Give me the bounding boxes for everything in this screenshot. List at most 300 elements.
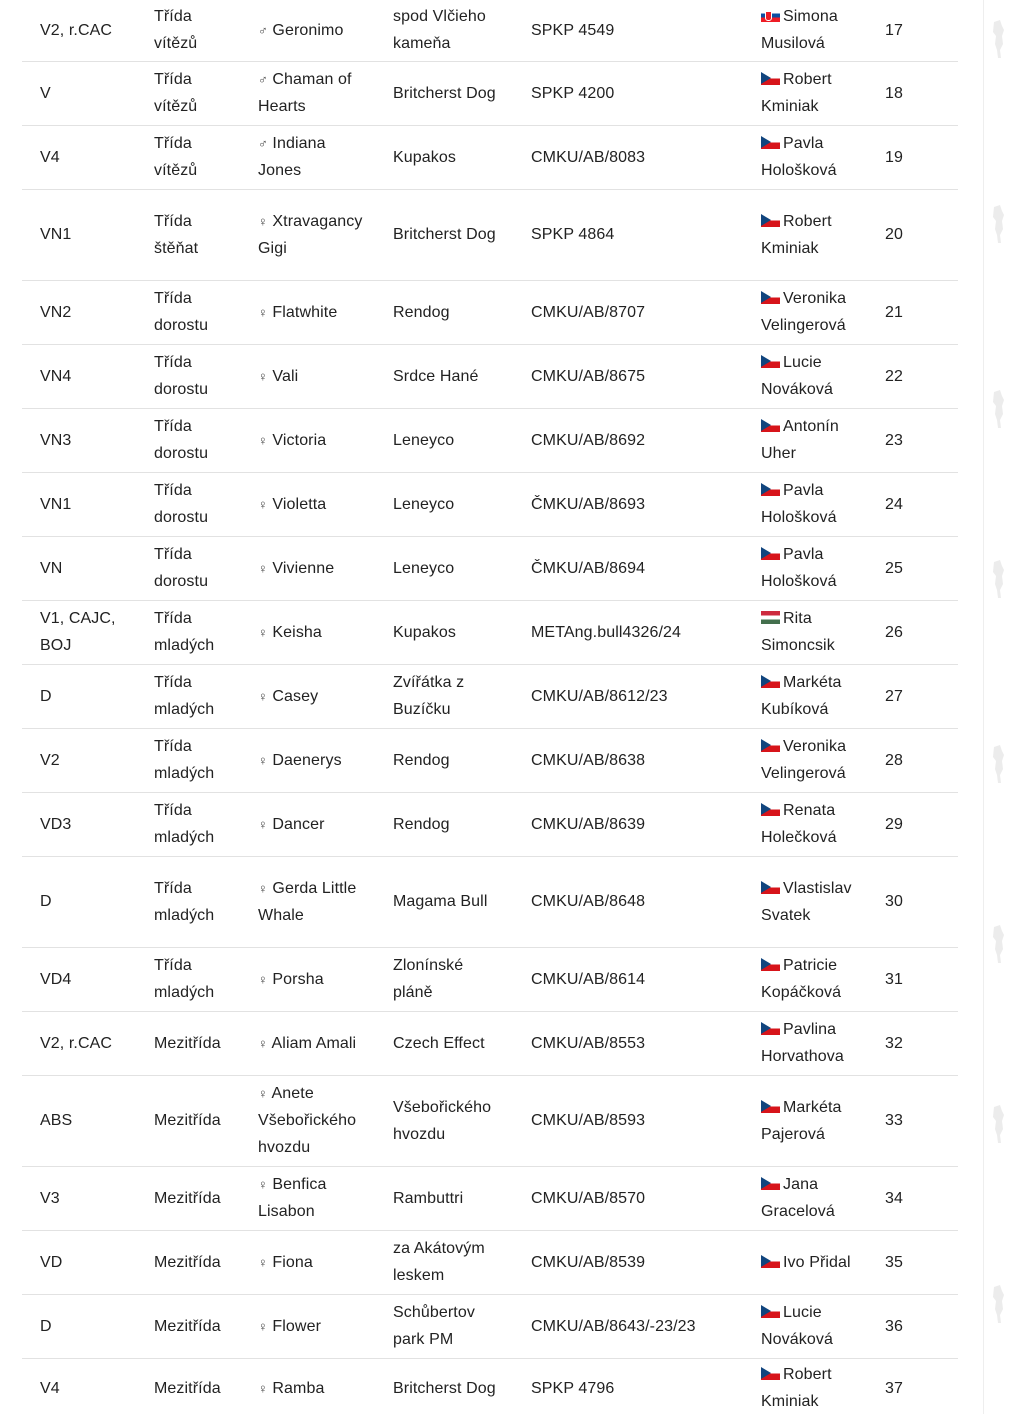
owner-cell [743,947,867,1011]
result-cell [22,189,136,280]
kennel-cell [375,472,513,536]
registration-cell [513,947,743,1011]
owner-name: Patricie Kopáčková [761,957,842,1001]
result-cell [22,1075,136,1166]
dog-name-cell [240,1011,375,1075]
owner-name: Veronika Velingerová [761,738,847,782]
sex-symbol: ♀ [258,1380,268,1396]
dog-name-cell [240,61,375,125]
dog-name-cell [240,344,375,408]
owner-name: Simona Musilová [761,8,838,53]
sex-symbol: ♀ [258,560,268,576]
dog-name-cell [240,189,375,280]
registration-cell [513,536,743,600]
registration-cell-text: CMKU/AB/8553 [531,1034,646,1052]
class-cell [136,0,240,61]
dog-name: Benfica Lisabon [258,1176,327,1220]
table-row [22,344,958,408]
flag-cz-icon [761,547,780,560]
registration-cell [513,61,743,125]
catalog-number-cell [867,536,958,600]
result-cell [22,280,136,344]
owner-cell [743,280,867,344]
dog-silhouette-icon [990,205,1006,245]
table-row [22,61,958,125]
flag-cz-icon [761,958,780,971]
class-cell [136,728,240,792]
registration-cell [513,280,743,344]
dog-name: Aliam Amali [271,1034,357,1052]
registration-cell [513,728,743,792]
class-cell-text: Mezitřída [154,1189,221,1207]
class-cell-text: Mezitřída [154,1379,221,1397]
dog-name: Gerda Little Whale [258,879,357,924]
catalog-number-cell-text: 27 [885,687,903,705]
dog-name-cell [240,1230,375,1294]
owner-name: Lucie Nováková [761,1304,833,1348]
kennel-cell [375,1294,513,1358]
sex-symbol: ♀ [258,1086,268,1101]
catalog-number-cell-text: 22 [885,367,903,385]
class-cell-text: Třída dorostu [154,418,209,462]
flag-cz-icon [761,1367,780,1380]
dog-name-cell [240,536,375,600]
result-cell-text: V [40,84,51,102]
catalog-number-cell [867,1166,958,1230]
kennel-cell [375,856,513,947]
class-cell [136,536,240,600]
sex-symbol: ♀ [258,304,268,320]
table-row [22,0,958,61]
result-cell-text: V2 [40,751,60,769]
table-row [22,536,958,600]
catalog-number-cell [867,728,958,792]
catalog-number-cell [867,344,958,408]
kennel-cell-text: Magama Bull [393,893,488,910]
dog-name-cell [240,947,375,1011]
table-row [22,664,958,728]
registration-cell-text: SPKP 4796 [531,1379,615,1397]
catalog-number-cell-text: 29 [885,815,903,833]
owner-cell [743,664,867,728]
registration-cell [513,856,743,947]
dog-name: Geronimo [272,21,344,39]
class-cell-text: Třída dorostu [154,354,209,398]
result-cell [22,947,136,1011]
catalog-number-cell-text: 21 [885,303,903,321]
registration-cell [513,1075,743,1166]
table-row [22,408,958,472]
registration-cell-text: CMKU/AB/8570 [531,1189,646,1207]
registration-cell [513,1166,743,1230]
table-row [22,792,958,856]
dog-silhouette-icon [990,390,1006,430]
result-cell [22,792,136,856]
flag-cz-icon [761,739,780,752]
owner-name: Lucie Nováková [761,354,833,398]
registration-cell-text: CMKU/AB/8707 [531,303,646,321]
class-cell [136,280,240,344]
catalog-number-cell [867,0,958,61]
dog-name-cell [240,728,375,792]
kennel-cell [375,1166,513,1230]
kennel-cell [375,280,513,344]
result-cell-text: VN1 [40,495,72,513]
owner-cell [743,792,867,856]
class-cell-text: Třída mladých [154,957,215,1001]
dog-name-cell [240,1358,375,1414]
table-row [22,1166,958,1230]
registration-cell [513,472,743,536]
dog-name-cell [240,600,375,664]
kennel-cell-text: Czech Effect [393,1034,485,1052]
kennel-cell [375,344,513,408]
kennel-cell-text: Britcherst Dog [393,1379,496,1397]
catalog-number-cell [867,1294,958,1358]
registration-cell-text: SPKP 4200 [531,84,615,102]
flag-cz-icon [761,136,780,149]
result-cell [22,1166,136,1230]
flag-cz-icon [761,1022,780,1035]
sex-symbol: ♀ [258,1177,268,1192]
owner-name: Antonín Uher [761,418,839,462]
flag-cz-icon [761,881,780,894]
catalog-number-cell-text: 35 [885,1253,903,1271]
registration-cell-text: CMKU/AB/8539 [531,1253,646,1271]
owner-name: Ivo Přidal [783,1253,851,1271]
class-cell [136,664,240,728]
catalog-number-cell [867,947,958,1011]
table-row [22,1358,958,1414]
registration-cell-text: CMKU/AB/8593 [531,1112,646,1129]
result-cell [22,1358,136,1414]
table-row [22,947,958,1011]
kennel-cell [375,1075,513,1166]
result-cell [22,1294,136,1358]
dog-name: Keisha [272,623,322,641]
dog-name: Flatwhite [272,303,338,321]
kennel-cell [375,61,513,125]
results-body [22,0,958,1414]
registration-cell-text: CMKU/AB/8612/23 [531,687,668,705]
registration-cell-text: ČMKU/AB/8694 [531,559,646,577]
class-cell-text: Třída mladých [154,879,215,924]
dog-name: Ramba [272,1379,325,1397]
dog-silhouette-icon [990,1105,1006,1145]
flag-sk-icon [761,9,780,22]
class-cell-text: Třída vítězů [154,8,198,53]
catalog-number-cell [867,856,958,947]
dog-silhouette-icon [990,1285,1006,1325]
result-cell-text: D [40,893,52,910]
class-cell-text: Třída štěňat [154,212,199,257]
registration-cell [513,1011,743,1075]
dog-name: Victoria [272,431,327,449]
dog-name: Vivienne [272,559,335,577]
result-cell-text: VD4 [40,970,72,988]
kennel-cell-text: Britcherst Dog [393,226,496,243]
registration-cell [513,1358,743,1414]
kennel-cell [375,1358,513,1414]
catalog-number-cell [867,1230,958,1294]
result-cell-text: VN2 [40,303,72,321]
flag-hu-icon [761,611,780,624]
catalog-number-cell [867,1075,958,1166]
catalog-number-cell [867,280,958,344]
flag-cz-icon [761,1305,780,1318]
owner-cell [743,1358,867,1414]
class-cell [136,344,240,408]
table-row [22,189,958,280]
owner-cell [743,125,867,189]
dog-name: Daenerys [272,751,342,769]
sex-symbol: ♀ [258,752,268,768]
kennel-cell-text: Zvířátka z Buzíčku [393,674,465,718]
dog-silhouette-icon [990,925,1006,965]
kennel-cell [375,728,513,792]
result-cell-text: VN1 [40,226,72,243]
kennel-cell [375,189,513,280]
sex-symbol: ♀ [258,213,268,229]
catalog-number-cell-text: 28 [885,751,903,769]
registration-cell-text: CMKU/AB/8083 [531,148,646,166]
dog-name-cell [240,125,375,189]
result-cell [22,600,136,664]
owner-cell [743,1075,867,1166]
sex-symbol: ♀ [258,971,268,987]
class-cell-text: Třída mladých [154,674,215,718]
table-row [22,600,958,664]
catalog-number-cell-text: 20 [885,226,903,243]
kennel-cell [375,792,513,856]
registration-cell-text: SPKP 4549 [531,21,615,39]
class-cell-text: Třída mladých [154,610,215,654]
flag-cz-icon [761,1100,780,1113]
kennel-cell [375,125,513,189]
result-cell [22,408,136,472]
class-cell [136,856,240,947]
result-cell [22,664,136,728]
class-cell [136,1294,240,1358]
class-cell-text: Třída dorostu [154,546,209,590]
result-cell [22,1011,136,1075]
result-cell [22,536,136,600]
dog-name: Xtravagancy Gigi [258,212,363,257]
catalog-number-cell-text: 19 [885,148,903,166]
registration-cell-text: CMKU/AB/8614 [531,970,646,988]
class-cell-text: Mezitřída [154,1317,221,1335]
sex-symbol: ♀ [258,368,268,384]
catalog-number-cell-text: 37 [885,1379,903,1397]
catalog-number-cell [867,61,958,125]
class-cell-text: Mezitřída [154,1034,221,1052]
owner-cell [743,1011,867,1075]
result-cell [22,472,136,536]
registration-cell [513,408,743,472]
registration-cell-text: METAng.bull4326/24 [531,623,682,641]
dog-name-cell [240,1075,375,1166]
table-row [22,1011,958,1075]
owner-name: Pavla Hološková [761,482,837,526]
flag-cz-icon [761,675,780,688]
table-row [22,472,958,536]
catalog-number-cell [867,1358,958,1414]
registration-cell-text: ČMKU/AB/8693 [531,495,646,513]
flag-cz-icon [761,1255,780,1268]
catalog-number-cell-text: 17 [885,21,903,39]
kennel-cell-text: Kupakos [393,148,456,166]
result-cell-text: V2, r.CAC [40,21,113,39]
owner-name: Markéta Kubíková [761,674,842,718]
class-cell [136,1166,240,1230]
catalog-number-cell-text: 25 [885,559,903,577]
sex-symbol: ♀ [258,816,268,832]
owner-name: Jana Gracelová [761,1176,835,1220]
result-cell-text: V4 [40,1379,60,1397]
class-cell [136,1075,240,1166]
result-cell-text: V4 [40,148,60,166]
registration-cell-text: CMKU/AB/8639 [531,815,646,833]
table-row [22,125,958,189]
sex-symbol: ♀ [258,1035,268,1051]
class-cell [136,947,240,1011]
kennel-cell-text: Rambuttri [393,1189,464,1207]
registration-cell [513,792,743,856]
owner-cell [743,1230,867,1294]
kennel-cell-text: Leneyco [393,495,455,513]
owner-name: Markéta Pajerová [761,1098,842,1143]
class-cell-text: Třída dorostu [154,290,209,334]
dog-name: Violetta [272,495,327,513]
registration-cell-text: CMKU/AB/8638 [531,751,646,769]
class-cell-text: Mezitřída [154,1253,221,1271]
kennel-cell-text: za Akátovým leskem [393,1240,485,1284]
sex-symbol: ♀ [258,880,268,896]
catalog-number-cell-text: 34 [885,1189,903,1207]
flag-cz-icon [761,803,780,816]
owner-name: Rita Simoncsik [761,610,835,654]
class-cell [136,61,240,125]
catalog-number-cell-text: 33 [885,1112,903,1129]
owner-cell [743,536,867,600]
owner-cell [743,600,867,664]
catalog-number-cell-text: 18 [885,84,903,102]
dog-name-cell [240,856,375,947]
registration-cell-text: CMKU/AB/8648 [531,893,646,910]
owner-name: Robert Kminiak [761,71,832,115]
registration-cell [513,600,743,664]
result-cell-text: D [40,1317,52,1335]
table-row [22,1230,958,1294]
decorative-side-strip [983,0,1010,1414]
kennel-cell-text: Rendog [393,815,450,833]
table-row [22,1075,958,1166]
class-cell-text: Třída vítězů [154,71,198,115]
table-row [22,280,958,344]
class-cell [136,600,240,664]
class-cell [136,125,240,189]
dog-name-cell [240,1294,375,1358]
owner-cell [743,61,867,125]
owner-cell [743,189,867,280]
result-cell-text: VD [40,1253,63,1271]
sex-symbol: ♀ [258,496,268,512]
class-cell-text: Třída dorostu [154,482,209,526]
dog-silhouette-icon [990,560,1006,600]
dog-name-cell [240,280,375,344]
kennel-cell [375,536,513,600]
sex-symbol: ♂ [258,22,268,38]
kennel-cell [375,947,513,1011]
catalog-number-cell-text: 36 [885,1317,903,1335]
kennel-cell [375,664,513,728]
kennel-cell-text: Leneyco [393,431,455,449]
result-cell [22,856,136,947]
class-cell-text: Třída mladých [154,738,215,782]
owner-name: Veronika Velingerová [761,290,847,334]
result-cell [22,344,136,408]
registration-cell-text: CMKU/AB/8643/-23/23 [531,1317,696,1335]
class-cell [136,1358,240,1414]
kennel-cell-text: Leneyco [393,559,455,577]
sex-symbol: ♀ [258,1318,268,1334]
owner-cell [743,728,867,792]
kennel-cell [375,0,513,61]
dog-name-cell [240,1166,375,1230]
owner-name: Vlastislav Svatek [761,879,852,924]
owner-cell [743,1294,867,1358]
catalog-number-cell-text: 23 [885,431,903,449]
dog-name-cell [240,0,375,61]
sex-symbol: ♀ [258,688,268,704]
registration-cell [513,0,743,61]
kennel-cell-text: Zlonínské pláně [393,957,464,1001]
sex-symbol: ♀ [258,624,268,640]
class-cell [136,792,240,856]
dog-name-cell [240,792,375,856]
owner-cell [743,0,867,61]
sex-symbol: ♀ [258,1254,268,1270]
catalog-number-cell-text: 32 [885,1034,903,1052]
dog-name-cell [240,664,375,728]
class-cell-text: Mezitřída [154,1112,221,1129]
kennel-cell [375,1230,513,1294]
flag-cz-icon [761,291,780,304]
kennel-cell-text: Všebořického hvozdu [393,1098,492,1143]
owner-cell [743,472,867,536]
result-cell [22,125,136,189]
kennel-cell-text: spod Vlčieho kameňa [393,8,486,53]
result-cell-text: V3 [40,1189,60,1207]
result-cell-text: VN [40,559,63,577]
flag-cz-icon [761,483,780,496]
flag-cz-icon [761,419,780,432]
dog-name: Flower [272,1317,322,1335]
owner-name: Renata Holečková [761,802,837,846]
registration-cell [513,344,743,408]
class-cell [136,472,240,536]
class-cell-text: Třída mladých [154,802,215,846]
result-cell-text: ABS [40,1112,73,1129]
result-cell-text: V2, r.CAC [40,1034,113,1052]
class-cell [136,189,240,280]
owner-name: Robert Kminiak [761,212,832,257]
sex-symbol: ♂ [258,72,268,87]
flag-cz-icon [761,214,780,227]
kennel-cell [375,408,513,472]
class-cell [136,1011,240,1075]
catalog-number-cell [867,408,958,472]
